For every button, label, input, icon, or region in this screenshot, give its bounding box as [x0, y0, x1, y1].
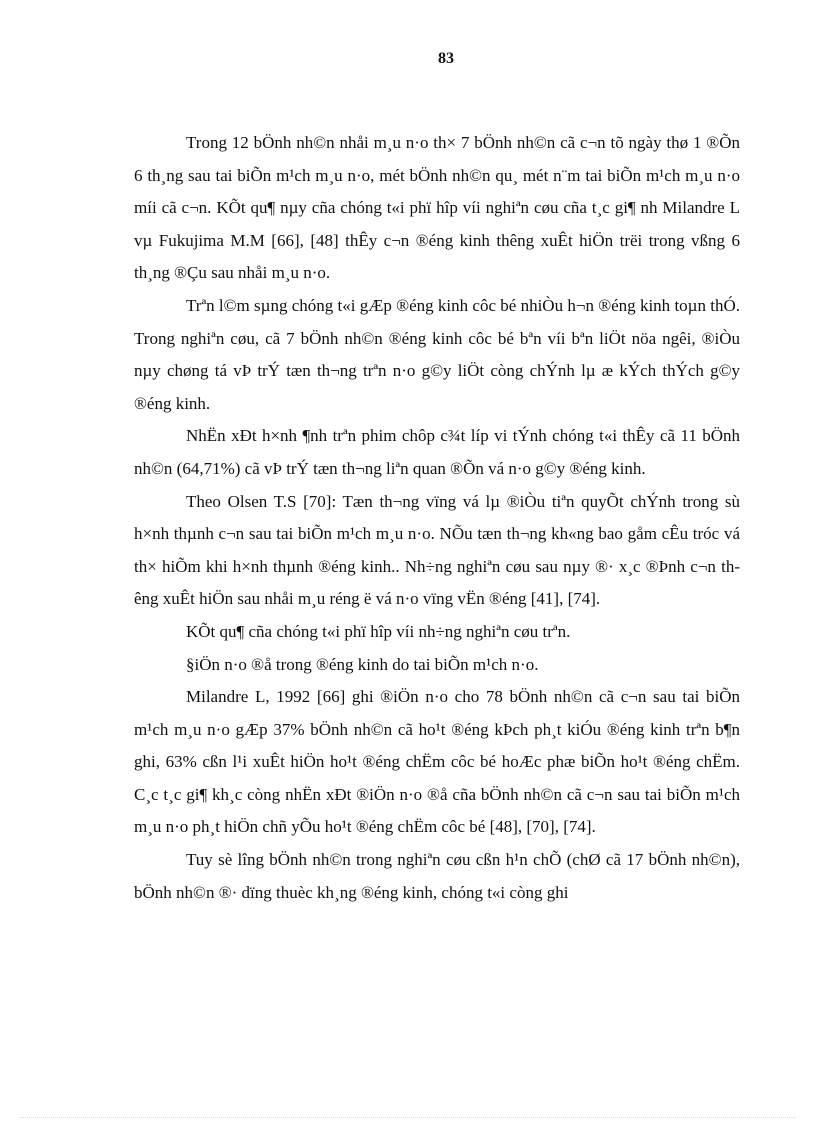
page-bottom-divider: [20, 1117, 796, 1118]
paragraph: NhËn xÐt h×nh ¶nh trªn phim chôp c¾t líp vi tÝnh chóng t«i thÊy cã 11 bÖnh nh©n (64,71%) cã vÞ trÝ tæn th¬ng liªn quan ®Õn vá n·o g©y ®éng kinh.: [134, 426, 740, 478]
page-number: 83: [438, 50, 454, 67]
paragraph: KÕt qu¶ cña chóng t«i phï hîp víi nh÷ng nghiªn cøu trªn.: [186, 621, 571, 641]
paragraph: Tuy sè lîng bÖnh nh©n trong nghiªn cøu cßn h¹n chÕ (chØ cã 17 bÖnh nh©n), bÖnh nh©n ®· dïng thuèc kh¸ng ®éng kinh, chóng t«i còng ghi: [134, 850, 740, 902]
paragraph: Trªn l©m sµng chóng t«i gÆp ®éng kinh côc bé nhiÒu h¬n ®éng kinh toµn thÓ. Trong nghiªn cøu, cã 7 bÖnh nh©n ®éng kinh côc bé bªn víi bªn liÖt nöa ngêi, ®iÒu nµy chøng tá vÞ trÝ tæn th¬ng trªn n·o g©y liÖt còng chÝnh lµ æ kÝch thÝch g©y ®éng kinh.: [134, 295, 740, 413]
paragraph: Milandre L, 1992 [66] ghi ®iÖn n·o cho 78 bÖnh nh©n cã c¬n sau tai biÕn m¹ch m¸u n·o gÆp 37% bÖnh nh©n cã ho¹t ®éng kÞch ph¸t kiÓu ®éng kinh trªn b¶n ghi, 63% cßn l¹i xuÊt hiÖn ho¹t ®éng chËm côc bé hoÆc phæ biÕn ho¹t ®éng chËm. C¸c t¸c gi¶ kh¸c còng nhËn xÐt ®iÖn n·o ®å cña bÖnh nh©n cã c¬n sau tai biÕn m¹ch m¸u n·o ph¸t hiÖn chñ yÕu ho¹t ®éng chËm côc bé [48], [70], [74].: [134, 687, 740, 837]
paragraph: Trong 12 bÖnh nh©n nhåi m¸u n·o th× 7 bÖnh nh©n cã c¬n tõ ngày thø 1 ®Õn 6 th¸ng sau tai biÕn m¹ch m¸u n·o, mét bÖnh nh©n qu¸ mét n¨m tai biÕn m¹ch m¸u n·o míi cã c¬n. KÕt qu¶ nµy cña chóng t«i phï hîp víi nghiªn cøu cña t¸c gi¶ nh Milandre L vµ Fukujima M.M [66], [48] thÊy c¬n ®éng kinh thêng xuÊt hiÖn trëi trong vßng 6 th¸ng ®Çu sau nhåi m¸u n·o.: [134, 133, 740, 283]
body-text: [134, 127, 740, 909]
paragraph: Theo Olsen T.S [70]: Tæn th¬ng vïng vá lµ ®iÒu tiªn quyÕt chÝnh trong sù h×nh thµnh c¬n sau tai biÕn m¹ch m¸u n·o. NÕu tæn th¬ng kh«ng bao gåm cÊu tróc vá th× hiÕm khi h×nh thµnh ®éng kinh.. Nh÷ng nghiªn cøu sau nµy ®· x¸c ®Þnh c¬n thêng xuÊt hiÖn sau nhåi m¸u réng ë vá n·o vïng vËn ®éng [41], [74].: [134, 491, 740, 609]
section-heading: §iÖn n·o ®å trong ®éng kinh do tai biÕn m¹ch n·o.: [186, 654, 539, 674]
